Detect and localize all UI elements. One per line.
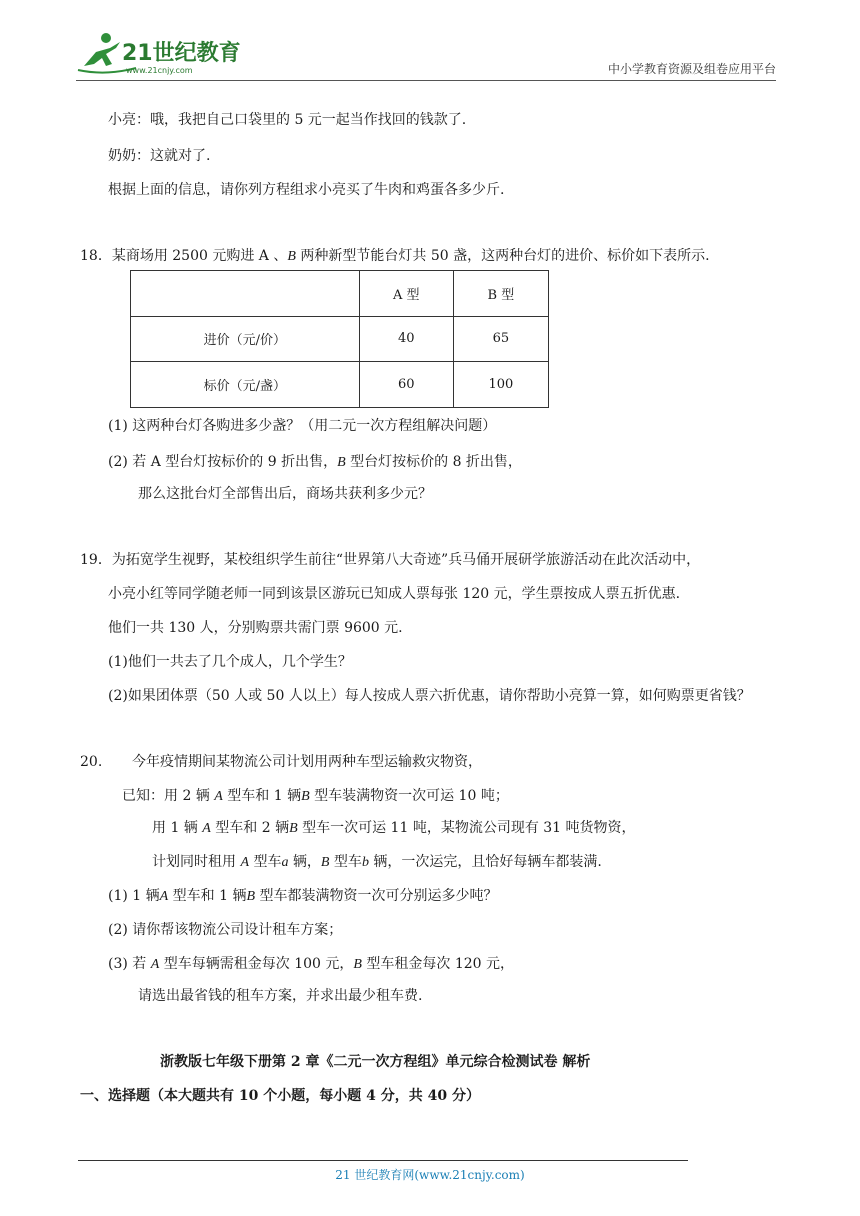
table-cell: A 型 <box>359 271 453 317</box>
header-platform-name: 中小学教育资源及组卷应用平台 <box>607 62 776 76</box>
table-row <box>131 362 549 408</box>
question-20-number: 20. <box>80 754 103 770</box>
question-18-part-1: (1) 这两种台灯各购进多少盏？（用二元一次方程组解决问题） <box>108 418 497 434</box>
dialog-line: 小亮：哦，我把自己口袋里的 5 元一起当作找回的钱款了. <box>108 112 467 128</box>
table-cell: 标价（元/盏） <box>131 362 360 408</box>
dialog-line: 奶奶：这就对了. <box>108 148 211 164</box>
header-divider <box>76 80 776 81</box>
question-20-stem: 今年疫情期间某物流公司计划用两种车型运输救灾物资， <box>132 754 482 770</box>
dialog-line: 根据上面的信息，请你列方程组求小亮买了牛肉和鸡蛋各多少斤. <box>108 182 505 198</box>
section-heading: 一、选择题（本大题共有 10 个小题，每小题 4 分，共 40 分） <box>80 1088 480 1104</box>
table-cell: 进价（元/价） <box>131 316 360 362</box>
table-cell: 40 <box>359 316 453 362</box>
question-20-part-3-cont: 请选出最省钱的租车方案，并求出最少租车费. <box>138 988 423 1004</box>
question-18-part-2-cont: 那么这批台灯全部售出后，商场共获利多少元？ <box>138 486 432 502</box>
table-row <box>131 316 549 362</box>
question-19-stem-cont: 小亮小红等同学随老师一同到该景区游玩已知成人票每张 120 元，学生票按成人票五折优惠. <box>108 586 681 602</box>
question-18-part-2: (2) 若 A 型台灯按标价的 9 折出售，B 型台灯按标价的 8 折出售， <box>108 454 522 470</box>
site-logo <box>76 30 256 76</box>
question-20-part-3: (3) 若 A 型车每辆需租金每次 100 元，B 型车租金每次 120 元， <box>108 956 515 972</box>
table-cell: B 型 <box>453 271 548 317</box>
question-19-part-2: (2)如果团体票（50 人或 50 人以上）每人按成人票六折优惠，请你帮助小亮算一算，如何购票更省钱？ <box>108 688 751 704</box>
question-20-stem-cont: 计划同时租用 A 型车a 辆，B 型车b 辆，一次运完，且恰好每辆车都装满. <box>152 854 602 870</box>
question-18-stem: 18．某商场用 2500 元购进 A 、B 两种新型节能台灯共 50 盏，这两种台灯的进价、标价如下表所示. <box>80 248 710 264</box>
table-cell <box>131 271 360 317</box>
question-20-part-2: (2) 请你帮该物流公司设计租车方案； <box>108 922 343 938</box>
footer-link[interactable]: 21 世纪教育网(www.21cnjy.com) <box>335 1168 525 1182</box>
question-19-stem: 19．为拓宽学生视野，某校组织学生前往“世界第八大奇迹”兵马俑开展研学旅游活动在此次活动中， <box>80 552 701 568</box>
table-cell: 60 <box>359 362 453 408</box>
question-19-stem-cont: 他们一共 130 人，分别购票共需门票 9600 元. <box>108 620 403 636</box>
table-cell: 65 <box>453 316 548 362</box>
logo-text: 21世纪教育 <box>122 41 241 66</box>
question-20-part-1: (1) 1 辆A 型车和 1 辆B 型车都装满物资一次可分别运多少吨？ <box>108 888 498 904</box>
question-20-stem-cont: 用 1 辆 A 型车和 2 辆B 型车一次可运 11 吨，某物流公司现有 31 吨货物资， <box>152 820 636 836</box>
table-header-row <box>131 271 549 317</box>
question-20-stem-cont: 已知：用 2 辆 A 型车和 1 辆B 型车装满物资一次可运 10 吨； <box>122 788 509 804</box>
price-table <box>130 270 549 408</box>
footer-divider <box>78 1160 688 1161</box>
question-19-part-1: (1)他们一共去了几个成人，几个学生？ <box>108 654 352 670</box>
answer-title: 浙教版七年级下册第 2 章《二元一次方程组》单元综合检测试卷 解析 <box>160 1054 591 1070</box>
table-cell: 100 <box>453 362 548 408</box>
logo-url: www.21cnjy.com <box>126 66 193 75</box>
